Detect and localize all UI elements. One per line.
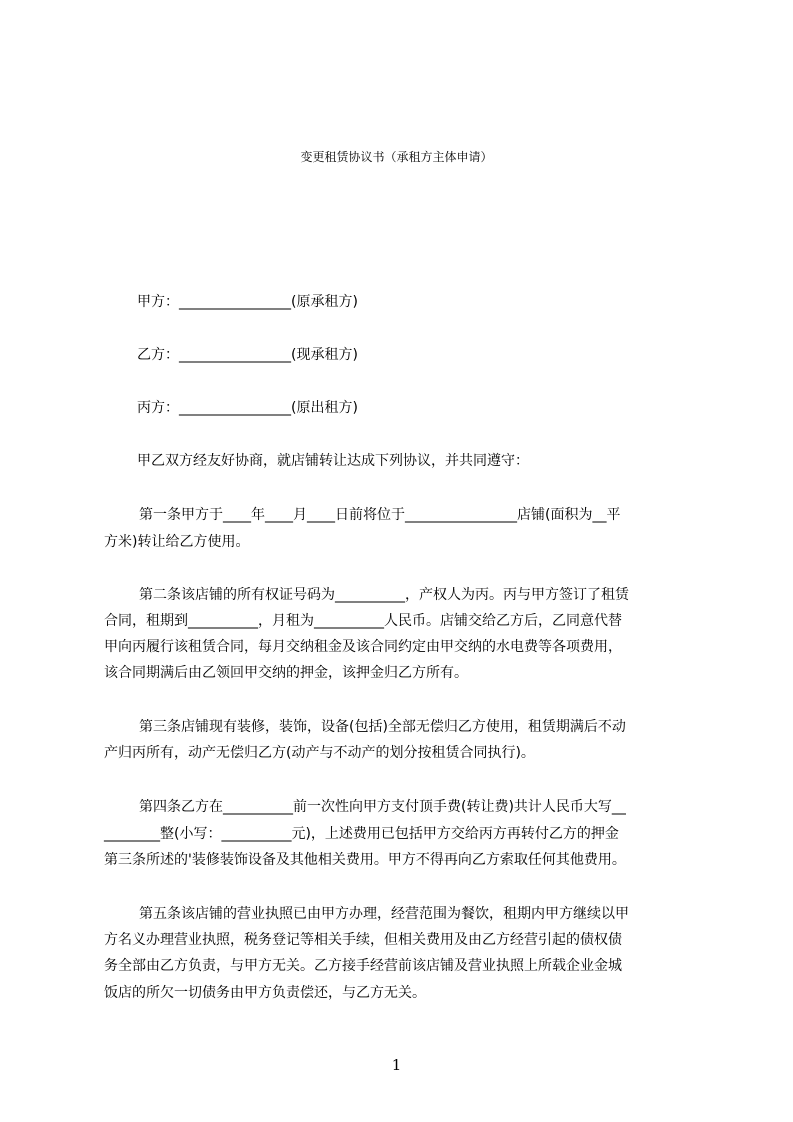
article-4-line-2: ________整(小写：__________元)，上述费用已包括甲方交给丙方再转付乙方的押金 — [104, 826, 619, 842]
article-2-line-3: 甲向丙履行该租赁合同，每月交纳租金及该合同约定由甲交纳的水电费等各项费用， — [104, 639, 622, 655]
article-2-line-4: 该合同期满后由乙领回甲交纳的押金，该押金归乙方所有。 — [104, 665, 468, 681]
article-4-line-1: 第四条乙方在__________前一次性向甲方支付顶手费(转让费)共计人民币大写__ — [139, 799, 626, 815]
article-5-line-1: 第五条该店铺的营业执照已由甲方办理，经营范围为餐饮，租期内甲方继续以甲 — [139, 906, 629, 922]
intro-paragraph: 甲乙双方经友好协商，就店铺转让达成下列协议，并共同遵守： — [137, 453, 529, 469]
article-3-line-2: 产归丙所有，动产无偿归乙方(动产与不动产的划分按租赁合同执行)。 — [104, 745, 535, 761]
document-title: 变更租赁协议书（承租方主体申请） — [300, 150, 493, 164]
article-5-line-4: 饭店的所欠一切债务由甲方负责偿还，与乙方无关。 — [104, 985, 426, 1001]
article-5-line-2: 方名义办理营业执照，税务登记等相关手续，但相关费用及由乙方经营引起的债权债 — [104, 932, 622, 948]
party-a-line: 甲方：________________(原承租方) — [137, 294, 358, 310]
page-number: 1 — [391, 1056, 402, 1074]
article-2-line-2: 合同，租期到__________，月租为__________人民币。店铺交给乙方后，乙同意代替 — [104, 613, 622, 629]
article-4-line-3: 第三条所述的'装修装饰设备及其他相关费用。甲方不得再向乙方索取任何其他费用。 — [104, 852, 626, 868]
article-5-line-3: 务全部由乙方负责，与甲方无关。乙方接手经营前该店铺及营业执照上所载企业金城 — [104, 958, 622, 974]
article-3-line-1: 第三条店铺现有装修，装饰，设备(包括)全部无偿归乙方使用，租赁期满后不动 — [139, 719, 626, 735]
party-b-line: 乙方：________________(现承租方) — [137, 347, 358, 363]
article-1-line-2: 方米)转让给乙方使用。 — [104, 534, 250, 550]
article-1-line-1: 第一条甲方于____年____月____日前将位于________________店铺(面积为__平 — [139, 507, 621, 523]
party-c-line: 丙方：________________(原出租方) — [137, 400, 358, 416]
article-2-line-1: 第二条该店铺的所有权证号码为__________，产权人为丙。丙与甲方签订了租赁 — [139, 587, 629, 603]
